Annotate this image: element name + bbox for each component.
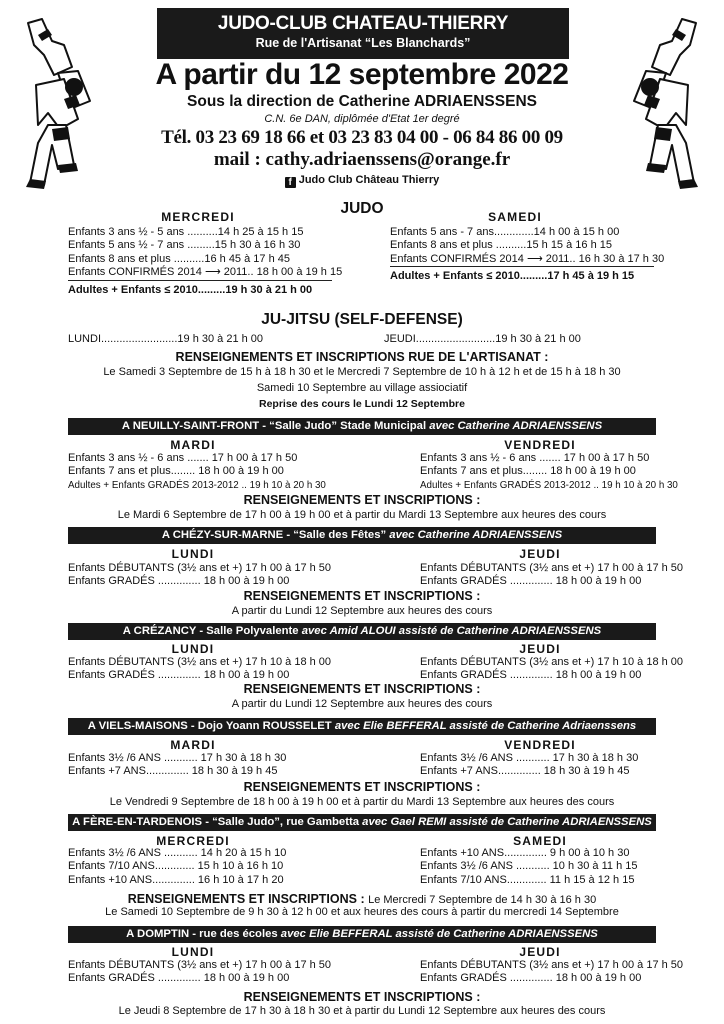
- crezancy-lundi-schedule: [68, 656, 331, 683]
- fere-rens-heading: RENSEIGNEMENTS ET INSCRIPTIONS :: [127, 892, 369, 906]
- chezy-info: A partir du Lundi 12 Septembre aux heures des cours: [231, 605, 493, 617]
- chezy-rens-heading: RENSEIGNEMENTS ET INSCRIPTIONS :: [243, 589, 481, 603]
- location-name: A DOMPTIN - rue des écoles: [126, 928, 281, 940]
- viels-mardi-schedule: [68, 752, 286, 779]
- facebook-icon: f: [285, 177, 296, 188]
- schedule-line: Enfants 3½ /6 ANS ........... 17 h 30 à 18 h 30: [420, 752, 639, 764]
- start-date-title: A partir du 12 septembre 2022: [155, 58, 569, 91]
- domptin-jeudi-schedule: [420, 959, 683, 986]
- chezy-lundi-day: LUNDI: [171, 547, 215, 561]
- schedule-line: Enfants +7 ANS.............. 18 h 30 à 19 h 45: [68, 765, 278, 778]
- schedule-line: Enfants 3½ /6 ANS ........... 17 h 30 à 18 h 30: [68, 752, 287, 764]
- location-name: A NEUILLY-SAINT-FRONT - “Salle Judo” Stade Municipal: [121, 420, 430, 432]
- chezy-location-bar: [68, 527, 656, 544]
- club-header-box: [157, 8, 569, 59]
- schedule-line: Enfants 3 ans ½ - 6 ans ....... 17 h 00 à 17 h 50: [68, 452, 298, 464]
- schedule-line: Enfants 3½ /6 ANS ........... 14 h 20 à 15 h 10: [68, 847, 287, 859]
- judo-samedi-day: SAMEDI: [488, 210, 542, 224]
- viels-vendredi-schedule: [420, 752, 638, 779]
- direction-line: Sous la direction de Catherine ADRIAENSSENS: [187, 93, 537, 110]
- schedule-line: Enfants GRADÉS .............. 18 h 00 à 19 h 00: [68, 575, 290, 588]
- schedule-line: Enfants 7/10 ANS............. 15 h 10 à 16 h 10: [68, 860, 284, 873]
- jujitsu-info-1: Le Samedi 3 Septembre de 15 h à 18 h 30 et le Mercredi 7 Septembre de 10 h à 12 h et de 15 h à 18 h 30: [103, 366, 621, 378]
- telephone-line: Tél. 03 23 69 18 66 et 03 23 83 04 00 - 06 84 86 00 09: [161, 127, 563, 148]
- chezy-jeudi-schedule: [420, 562, 683, 589]
- schedule-line: Enfants 8 ans et plus ..........15 h 15 à 16 h 15: [390, 239, 612, 252]
- neuilly-mardi-schedule: [68, 452, 326, 492]
- schedule-line: Enfants DÉBUTANTS (3½ ans et +) 17 h 10 à 18 h 00: [68, 656, 332, 668]
- jujitsu-rens-heading: RENSEIGNEMENTS ET INSCRIPTIONS RUE DE L'ARTISANAT :: [175, 350, 549, 364]
- jujitsu-jeudi: JEUDI..........................19 h 30 à 21 h 00: [384, 333, 581, 345]
- domptin-rens-heading: RENSEIGNEMENTS ET INSCRIPTIONS :: [243, 990, 481, 1004]
- judo-mercredi-schedule: [68, 226, 342, 280]
- location-name: A FÈRE-EN-TARDENOIS - “Salle Judo”, rue Gambetta: [72, 816, 363, 828]
- instructor-name: avec Elie BEFFERAL assisté de Catherine ADRIAENSSENS: [280, 928, 598, 940]
- jujitsu-info-2: Samedi 10 Septembre au village assiociatif: [256, 382, 468, 394]
- judo-mercredi-day: MERCREDI: [161, 210, 235, 224]
- neuilly-location-bar: [68, 418, 656, 435]
- location-name: A VIELS-MAISONS - Dojo Yoann ROUSSELET: [87, 720, 335, 732]
- crezancy-jeudi-schedule: [420, 656, 683, 683]
- instructor-name: avec Catherine ADRIAENSSENS: [429, 420, 603, 432]
- schedule-line: Enfants +10 ANS.............. 9 h 00 à 10 h 30: [420, 847, 630, 859]
- schedule-line: Enfants 3½ /6 ANS ........... 10 h 30 à 11 h 15: [420, 860, 638, 873]
- schedule-line: Enfants 8 ans et plus ..........16 h 45 à 17 h 45: [68, 252, 290, 265]
- crezancy-info: A partir du Lundi 12 Septembre aux heures des cours: [231, 698, 493, 710]
- schedule-line: Adultes + Enfants GRADÉS 2013-2012 .. 19 h 10 à 20 h 30: [68, 479, 326, 491]
- neuilly-vendredi-day: VENDREDI: [504, 438, 576, 452]
- schedule-line: Enfants CONFIRMÉS 2014 ⟶ 2011.. 18 h 00 à 19 h 15: [68, 266, 343, 279]
- schedule-line: Enfants DÉBUTANTS (3½ ans et +) 17 h 00 à 17 h 50: [68, 562, 332, 574]
- neuilly-mardi-day: MARDI: [170, 438, 216, 452]
- grade-line: C.N. 6e DAN, diplômée d'Etat 1er degré: [264, 113, 460, 125]
- crezancy-location-bar: [68, 623, 656, 640]
- facebook-label: Judo Club Château Thierry: [298, 174, 440, 186]
- crezancy-jeudi-day: JEUDI: [519, 642, 561, 656]
- fere-mercredi-day: MERCREDI: [156, 834, 230, 848]
- fere-samedi-schedule: [420, 847, 638, 887]
- domptin-info: Le Jeudi 8 Septembre de 17 h 30 à 18 h 30 et à partir du Lundi 12 Septembre aux heures des cours: [118, 1005, 606, 1017]
- viels-rens-heading: RENSEIGNEMENTS ET INSCRIPTIONS :: [243, 780, 481, 794]
- fere-location-bar: [68, 814, 656, 831]
- viels-location-bar: [68, 718, 656, 735]
- location-name: A CHÉZY-SUR-MARNE - “Salle des Fêtes”: [161, 529, 390, 541]
- judo-samedi-schedule: [390, 226, 664, 266]
- club-name: JUDO-CLUB CHATEAU-THIERRY: [217, 13, 509, 34]
- instructor-name: avec Elie BEFFERAL assisté de Catherine Adriaenssens: [334, 720, 637, 732]
- domptin-jeudi-day: JEUDI: [519, 945, 561, 959]
- schedule-line: Enfants 7/10 ANS............. 11 h 15 à 12 h 15: [420, 873, 635, 886]
- fere-samedi-day: SAMEDI: [513, 834, 567, 848]
- domptin-location-bar: [68, 926, 656, 943]
- neuilly-vendredi-schedule: [420, 452, 678, 492]
- schedule-line: Enfants 3 ans ½ - 6 ans ....... 17 h 00 à 17 h 50: [420, 452, 650, 464]
- jujitsu-lundi: LUNDI.........................19 h 30 à 21 h 00: [68, 333, 264, 345]
- domptin-lundi-day: LUNDI: [171, 945, 215, 959]
- divider: [68, 280, 332, 281]
- fere-mercredi-schedule: [68, 847, 286, 887]
- jujitsu-title: JU-JITSU (SELF-DEFENSE): [261, 311, 463, 328]
- judoka-throw-illustration-left: [8, 15, 104, 195]
- viels-vendredi-day: VENDREDI: [504, 738, 576, 752]
- schedule-line: Enfants 7 ans et plus........ 18 h 00 à 19 h 00: [68, 465, 284, 478]
- domptin-lundi-schedule: [68, 959, 331, 986]
- schedule-line: Enfants GRADÉS .............. 18 h 00 à 19 h 00: [68, 669, 290, 682]
- schedule-line: Enfants +10 ANS.............. 16 h 10 à 17 h 20: [68, 873, 284, 886]
- schedule-line: Enfants GRADÉS .............. 18 h 00 à 19 h 00: [420, 575, 642, 588]
- instructor-name: avec Amid ALOUI assisté de Catherine ADRIAENSSENS: [301, 625, 602, 637]
- facebook-line: [250, 174, 474, 188]
- divider: [390, 266, 654, 267]
- instructor-name: avec Gael REMI assisté de Catherine ADRIAENSSENS: [362, 816, 652, 828]
- schedule-line: Enfants GRADÉS .............. 18 h 00 à 19 h 00: [420, 972, 642, 985]
- instructor-name: avec Catherine ADRIAENSSENS: [389, 529, 563, 541]
- viels-info: Le Vendredi 9 Septembre de 18 h 00 à 19 h 00 et à partir du Mardi 13 Septembre aux heures des cours: [109, 796, 615, 808]
- schedule-line: Enfants 5 ans - 7 ans.............14 h 00 à 15 h 00: [390, 226, 620, 238]
- judoka-throw-illustration-right: [620, 15, 716, 195]
- judo-title: JUDO: [340, 200, 384, 217]
- viels-mardi-day: MARDI: [170, 738, 216, 752]
- schedule-line: Enfants 5 ans ½ - 7 ans .........15 h 30 à 16 h 30: [68, 239, 301, 252]
- schedule-line: Enfants DÉBUTANTS (3½ ans et +) 17 h 10 à 18 h 00: [420, 656, 684, 668]
- location-name: A CRÉZANCY - Salle Polyvalente: [122, 625, 302, 637]
- schedule-line: Enfants 7 ans et plus........ 18 h 00 à 19 h 00: [420, 465, 636, 478]
- fere-rens-date: Le Mercredi 7 Septembre de 14 h 30 à 16 h 30: [368, 894, 597, 906]
- judo-mercredi-adults: Adultes + Enfants ≤ 2010.........19 h 30 à 21 h 00: [68, 284, 313, 296]
- schedule-line: Enfants DÉBUTANTS (3½ ans et +) 17 h 00 à 17 h 50: [420, 959, 684, 971]
- crezancy-rens-heading: RENSEIGNEMENTS ET INSCRIPTIONS :: [243, 682, 481, 696]
- neuilly-info: Le Mardi 6 Septembre de 17 h 00 à 19 h 00 et à partir du Mardi 13 Septembre aux heures des cours: [117, 509, 607, 521]
- schedule-line: Enfants +7 ANS.............. 18 h 30 à 19 h 45: [420, 765, 630, 778]
- chezy-lundi-schedule: [68, 562, 331, 589]
- neuilly-rens-heading: RENSEIGNEMENTS ET INSCRIPTIONS :: [243, 493, 481, 507]
- schedule-line: Enfants CONFIRMÉS 2014 ⟶ 2011.. 16 h 30 à 17 h 30: [390, 252, 665, 265]
- schedule-line: Adultes + Enfants GRADÉS 2013-2012 .. 19 h 10 à 20 h 30: [420, 479, 678, 491]
- fere-info: Le Samedi 10 Septembre de 9 h 30 à 12 h 00 et aux heures des cours à partir du mercredi 14 Septembre: [105, 906, 619, 918]
- jujitsu-reprise: Reprise des cours le Lundi 12 Septembre: [259, 398, 465, 410]
- email-line: mail : cathy.adriaenssens@orange.fr: [213, 149, 511, 170]
- schedule-line: Enfants GRADÉS .............. 18 h 00 à 19 h 00: [68, 972, 290, 985]
- schedule-line: Enfants GRADÉS .............. 18 h 00 à 19 h 00: [420, 669, 642, 682]
- schedule-line: Enfants DÉBUTANTS (3½ ans et +) 17 h 00 à 17 h 50: [68, 959, 332, 971]
- schedule-line: Enfants 3 ans ½ - 5 ans ..........14 h 25 à 15 h 15: [68, 226, 304, 238]
- crezancy-lundi-day: LUNDI: [171, 642, 215, 656]
- club-address: Rue de l'Artisanat “Les Blanchards”: [255, 36, 471, 50]
- judo-samedi-adults: Adultes + Enfants ≤ 2010.........17 h 45 à 19 h 15: [390, 270, 635, 282]
- chezy-jeudi-day: JEUDI: [519, 547, 561, 561]
- schedule-line: Enfants DÉBUTANTS (3½ ans et +) 17 h 00 à 17 h 50: [420, 562, 684, 574]
